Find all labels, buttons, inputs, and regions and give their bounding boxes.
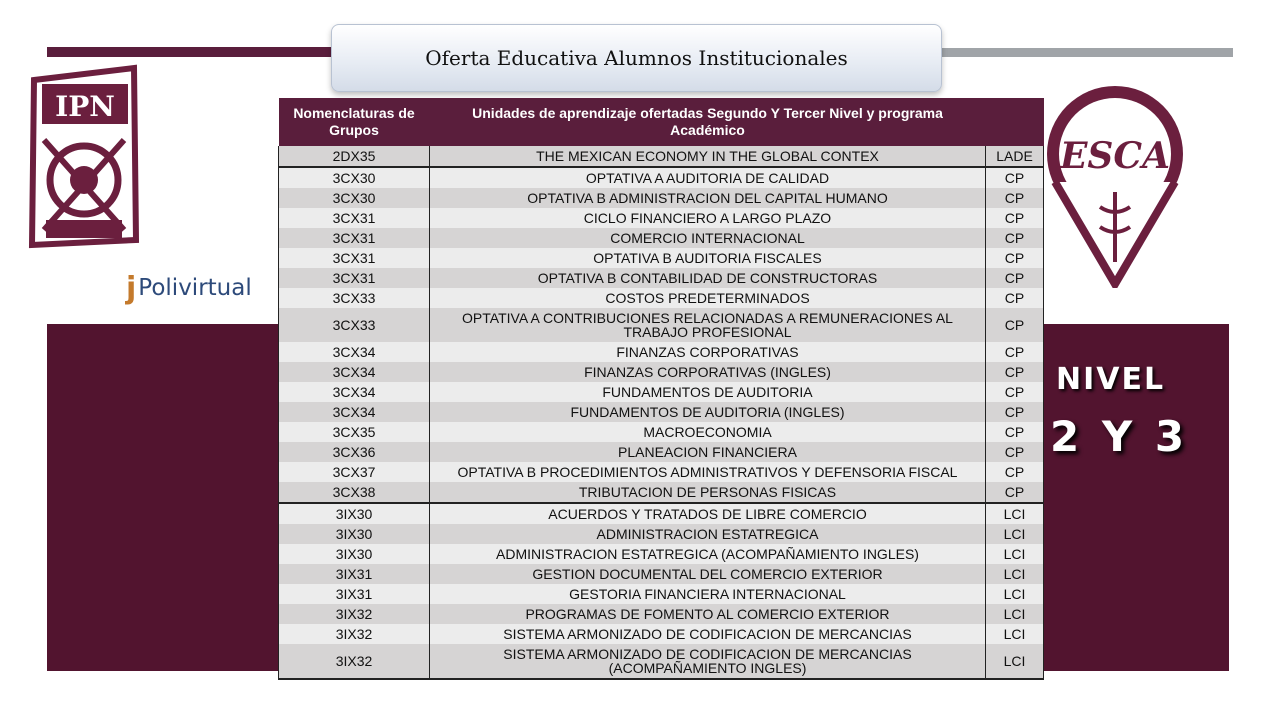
cell-group: 3CX33 — [279, 308, 430, 342]
header-group: Nomenclaturas de Grupos — [279, 98, 430, 146]
table-row — [279, 584, 1044, 604]
cell-program: CP — [986, 288, 1044, 308]
cell-program: LCI — [986, 564, 1044, 584]
cell-unit: OPTATIVA B AUDITORIA FISCALES — [430, 248, 986, 268]
header-program — [986, 98, 1044, 146]
cell-program: CP — [986, 342, 1044, 362]
table-row — [279, 248, 1044, 268]
cell-unit: FINANZAS CORPORATIVAS — [430, 342, 986, 362]
cell-group: 3IX32 — [279, 604, 430, 624]
cell-unit: FINANZAS CORPORATIVAS (INGLES) — [430, 362, 986, 382]
cell-unit: OPTATIVA A AUDITORIA DE CALIDAD — [430, 167, 986, 188]
table-row — [279, 382, 1044, 402]
table-row — [279, 288, 1044, 308]
level-badge-value: 2 Y 3 — [1050, 412, 1189, 461]
page-title: Oferta Educativa Alumnos Institucionales — [425, 46, 848, 70]
cell-group: 3CX37 — [279, 462, 430, 482]
polivirtual-mark-icon: j — [126, 270, 137, 306]
table-row — [279, 442, 1044, 462]
table-row — [279, 342, 1044, 362]
cell-program: CP — [986, 462, 1044, 482]
table-row — [279, 402, 1044, 422]
top-left-accent-bar — [47, 47, 347, 57]
cell-program: CP — [986, 188, 1044, 208]
cell-group: 3CX34 — [279, 382, 430, 402]
cell-group: 3CX31 — [279, 228, 430, 248]
esca-logo-icon — [1030, 82, 1200, 288]
cell-program: LCI — [986, 503, 1044, 524]
cell-group: 3IX30 — [279, 544, 430, 564]
table-row — [279, 422, 1044, 442]
esca-logo-text: ESCA — [1059, 135, 1171, 177]
cell-group: 3CX33 — [279, 288, 430, 308]
cell-group: 3IX30 — [279, 524, 430, 544]
cell-group: 3CX30 — [279, 167, 430, 188]
cell-group: 3CX35 — [279, 422, 430, 442]
cell-unit: COMERCIO INTERNACIONAL — [430, 228, 986, 248]
cell-program: CP — [986, 248, 1044, 268]
cell-unit: SISTEMA ARMONIZADO DE CODIFICACION DE MERCANCIAS (ACOMPAÑAMIENTO INGLES) — [430, 644, 986, 679]
cell-unit: OPTATIVA B ADMINISTRACION DEL CAPITAL HUMANO — [430, 188, 986, 208]
cell-unit: PLANEACION FINANCIERA — [430, 442, 986, 462]
table-row — [279, 268, 1044, 288]
table-row — [279, 503, 1044, 524]
table-row — [279, 462, 1044, 482]
cell-program: LCI — [986, 544, 1044, 564]
cell-unit: ACUERDOS Y TRATADOS DE LIBRE COMERCIO — [430, 503, 986, 524]
table-row — [279, 146, 1044, 167]
title-banner — [331, 24, 942, 92]
cell-group: 3IX32 — [279, 624, 430, 644]
table-row — [279, 362, 1044, 382]
cell-program: CP — [986, 442, 1044, 462]
cell-program: LCI — [986, 584, 1044, 604]
ipn-logo-text: IPN — [55, 90, 115, 123]
cell-program: LCI — [986, 644, 1044, 679]
cell-unit: SISTEMA ARMONIZADO DE CODIFICACION DE MERCANCIAS — [430, 624, 986, 644]
cell-group: 3CX31 — [279, 208, 430, 228]
cell-group: 3IX30 — [279, 503, 430, 524]
table-row — [279, 188, 1044, 208]
polivirtual-label: Polivirtual — [138, 275, 252, 301]
cell-group: 3CX31 — [279, 268, 430, 288]
cell-unit: ADMINISTRACION ESTATREGICA — [430, 524, 986, 544]
cell-group: 3IX31 — [279, 584, 430, 604]
cell-unit: OPTATIVA B PROCEDIMIENTOS ADMINISTRATIVOS Y DEFENSORIA FISCAL — [430, 462, 986, 482]
table-header-row — [279, 98, 1044, 146]
header-unit: Unidades de aprendizaje ofertadas Segundo Y Tercer Nivel y programa Académico — [430, 98, 986, 146]
polivirtual-logo — [126, 266, 252, 310]
top-right-accent-bar — [935, 48, 1233, 57]
cell-group: 3CX34 — [279, 342, 430, 362]
cell-unit: MACROECONOMIA — [430, 422, 986, 442]
cell-unit: GESTORIA FINANCIERA INTERNACIONAL — [430, 584, 986, 604]
cell-group: 3CX36 — [279, 442, 430, 462]
cell-unit: THE MEXICAN ECONOMY IN THE GLOBAL CONTEX — [430, 146, 986, 167]
cell-program: LCI — [986, 604, 1044, 624]
table-row — [279, 644, 1044, 679]
cell-program: CP — [986, 208, 1044, 228]
cell-unit: FUNDAMENTOS DE AUDITORIA — [430, 382, 986, 402]
table-row — [279, 208, 1044, 228]
cell-program: CP — [986, 228, 1044, 248]
table-row — [279, 308, 1044, 342]
table-row — [279, 524, 1044, 544]
cell-group: 3CX34 — [279, 362, 430, 382]
cell-unit: CICLO FINANCIERO A LARGO PLAZO — [430, 208, 986, 228]
table-row — [279, 564, 1044, 584]
cell-group: 2DX35 — [279, 146, 430, 167]
table-row — [279, 544, 1044, 564]
ipn-logo-icon — [24, 60, 144, 255]
table-row — [279, 604, 1044, 624]
cell-unit: FUNDAMENTOS DE AUDITORIA (INGLES) — [430, 402, 986, 422]
cell-program: LCI — [986, 624, 1044, 644]
table-row — [279, 228, 1044, 248]
cell-unit: TRIBUTACION DE PERSONAS FISICAS — [430, 482, 986, 503]
cell-group: 3CX31 — [279, 248, 430, 268]
cell-group: 3CX38 — [279, 482, 430, 503]
cell-program: CP — [986, 422, 1044, 442]
cell-group: 3CX30 — [279, 188, 430, 208]
table-row — [279, 167, 1044, 188]
cell-unit: OPTATIVA B CONTABILIDAD DE CONSTRUCTORAS — [430, 268, 986, 288]
cell-unit: COSTOS PREDETERMINADOS — [430, 288, 986, 308]
table-row — [279, 482, 1044, 503]
cell-program: CP — [986, 167, 1044, 188]
cell-program: CP — [986, 482, 1044, 503]
cell-unit: OPTATIVA A CONTRIBUCIONES RELACIONADAS A REMUNERACIONES AL TRABAJO PROFESIONAL — [430, 308, 986, 342]
cell-group: 3IX31 — [279, 564, 430, 584]
cell-group: 3CX34 — [279, 402, 430, 422]
cell-program: CP — [986, 362, 1044, 382]
cell-unit: GESTION DOCUMENTAL DEL COMERCIO EXTERIOR — [430, 564, 986, 584]
cell-program: CP — [986, 382, 1044, 402]
level-badge-label: NIVEL — [1056, 362, 1166, 397]
cell-unit: PROGRAMAS DE FOMENTO AL COMERCIO EXTERIOR — [430, 604, 986, 624]
table-row — [279, 624, 1044, 644]
cell-program: LCI — [986, 524, 1044, 544]
cell-program: CP — [986, 308, 1044, 342]
cell-group: 3IX32 — [279, 644, 430, 679]
cell-unit: ADMINISTRACION ESTATREGICA (ACOMPAÑAMIENTO INGLES) — [430, 544, 986, 564]
course-offer-table — [278, 98, 1044, 680]
cell-program: LADE — [986, 146, 1044, 167]
cell-program: CP — [986, 402, 1044, 422]
cell-program: CP — [986, 268, 1044, 288]
